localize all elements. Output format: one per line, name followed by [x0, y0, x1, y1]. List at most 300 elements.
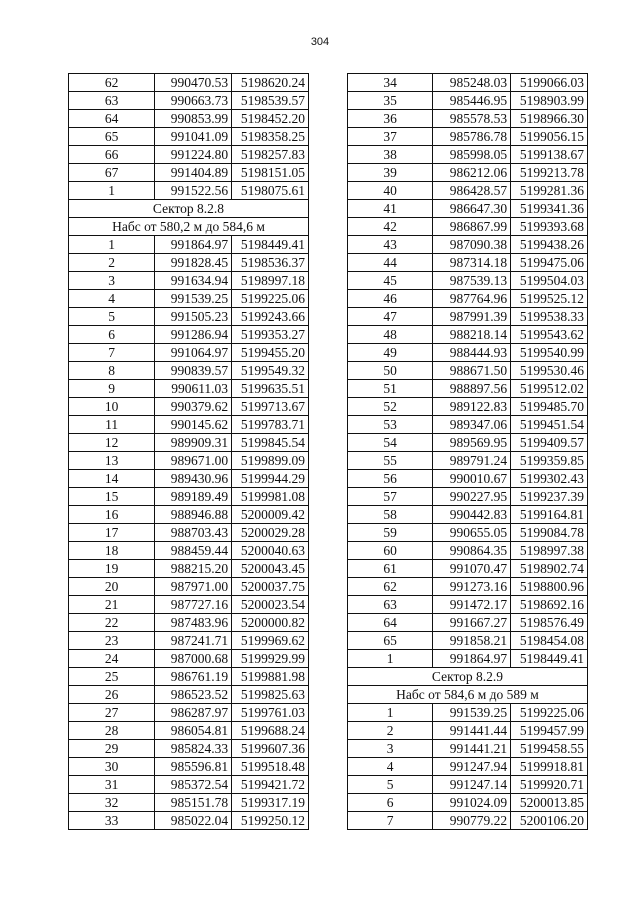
- table-row: [348, 812, 588, 830]
- point-number-cell: 66: [69, 146, 155, 164]
- x-coordinate-cell: 987314.18: [433, 254, 511, 272]
- y-coordinate-cell: 5199302.43: [511, 470, 588, 488]
- point-number-cell: 63: [69, 92, 155, 110]
- x-coordinate-cell: 991539.25: [155, 290, 232, 308]
- point-number-cell: 57: [348, 488, 433, 506]
- point-number-cell: 44: [348, 254, 433, 272]
- y-coordinate-cell: 5198151.05: [232, 164, 309, 182]
- table-row: [348, 344, 588, 362]
- y-coordinate-cell: 5199164.81: [511, 506, 588, 524]
- y-coordinate-cell: 5199225.06: [511, 704, 588, 722]
- section-header-row: [69, 200, 309, 218]
- point-number-cell: 51: [348, 380, 433, 398]
- point-number-cell: 53: [348, 416, 433, 434]
- x-coordinate-cell: 986054.81: [155, 722, 232, 740]
- x-coordinate-cell: 987764.96: [433, 290, 511, 308]
- point-number-cell: 36: [348, 110, 433, 128]
- table-row: [69, 398, 309, 416]
- table-row: [69, 524, 309, 542]
- y-coordinate-cell: 5199455.20: [232, 344, 309, 362]
- point-number-cell: 12: [69, 434, 155, 452]
- y-coordinate-cell: 5199713.67: [232, 398, 309, 416]
- y-coordinate-cell: 5199281.36: [511, 182, 588, 200]
- x-coordinate-cell: 987991.39: [433, 308, 511, 326]
- x-coordinate-cell: 986647.30: [433, 200, 511, 218]
- table-row: [69, 434, 309, 452]
- x-coordinate-cell: 985578.53: [433, 110, 511, 128]
- table-row: [69, 596, 309, 614]
- coordinates-table-left: [68, 73, 309, 830]
- y-coordinate-cell: 5199504.03: [511, 272, 588, 290]
- x-coordinate-cell: 990227.95: [433, 488, 511, 506]
- y-coordinate-cell: 5199540.99: [511, 344, 588, 362]
- table-row: [348, 146, 588, 164]
- x-coordinate-cell: 990655.05: [433, 524, 511, 542]
- point-number-cell: 22: [69, 614, 155, 632]
- x-coordinate-cell: 988218.14: [433, 326, 511, 344]
- table-row: [69, 380, 309, 398]
- x-coordinate-cell: 989347.06: [433, 416, 511, 434]
- point-number-cell: 39: [348, 164, 433, 182]
- section-header-row: [69, 218, 309, 236]
- point-number-cell: 62: [69, 74, 155, 92]
- table-row: [348, 398, 588, 416]
- x-coordinate-cell: 990611.03: [155, 380, 232, 398]
- x-coordinate-cell: 986761.19: [155, 668, 232, 686]
- y-coordinate-cell: 5199969.62: [232, 632, 309, 650]
- table-row: [348, 74, 588, 92]
- point-number-cell: 9: [69, 380, 155, 398]
- x-coordinate-cell: 985596.81: [155, 758, 232, 776]
- x-coordinate-cell: 990442.83: [433, 506, 511, 524]
- point-number-cell: 61: [348, 560, 433, 578]
- y-coordinate-cell: 5199409.57: [511, 434, 588, 452]
- y-coordinate-cell: 5199475.06: [511, 254, 588, 272]
- x-coordinate-cell: 985372.54: [155, 776, 232, 794]
- table-row: [348, 794, 588, 812]
- point-number-cell: 37: [348, 128, 433, 146]
- point-number-cell: 1: [348, 650, 433, 668]
- y-coordinate-cell: 5199530.46: [511, 362, 588, 380]
- point-number-cell: 47: [348, 308, 433, 326]
- table-row: [69, 614, 309, 632]
- point-number-cell: 13: [69, 452, 155, 470]
- x-coordinate-cell: 991070.47: [433, 560, 511, 578]
- x-coordinate-cell: 991828.45: [155, 254, 232, 272]
- point-number-cell: 8: [69, 362, 155, 380]
- table-row: [348, 434, 588, 452]
- y-coordinate-cell: 5200000.82: [232, 614, 309, 632]
- y-coordinate-cell: 5199525.12: [511, 290, 588, 308]
- section-header-row: [348, 668, 588, 686]
- x-coordinate-cell: 991247.14: [433, 776, 511, 794]
- table-row: [348, 218, 588, 236]
- point-number-cell: 33: [69, 812, 155, 830]
- table-row: [348, 272, 588, 290]
- point-number-cell: 64: [69, 110, 155, 128]
- y-coordinate-cell: 5199421.72: [232, 776, 309, 794]
- y-coordinate-cell: 5200106.20: [511, 812, 588, 830]
- x-coordinate-cell: 987727.16: [155, 596, 232, 614]
- table-row: [69, 128, 309, 146]
- y-coordinate-cell: 5198903.99: [511, 92, 588, 110]
- x-coordinate-cell: 991539.25: [433, 704, 511, 722]
- y-coordinate-cell: 5199451.54: [511, 416, 588, 434]
- x-coordinate-cell: 991441.44: [433, 722, 511, 740]
- table-row: [348, 452, 588, 470]
- table-row: [348, 596, 588, 614]
- x-coordinate-cell: 987241.71: [155, 632, 232, 650]
- x-coordinate-cell: 988703.43: [155, 524, 232, 542]
- y-coordinate-cell: 5199213.78: [511, 164, 588, 182]
- y-coordinate-cell: 5199688.24: [232, 722, 309, 740]
- y-coordinate-cell: 5198449.41: [232, 236, 309, 254]
- y-coordinate-cell: 5200037.75: [232, 578, 309, 596]
- y-coordinate-cell: 5199512.02: [511, 380, 588, 398]
- table-row: [69, 488, 309, 506]
- x-coordinate-cell: 990379.62: [155, 398, 232, 416]
- y-coordinate-cell: 5200009.42: [232, 506, 309, 524]
- table-row: [69, 110, 309, 128]
- y-coordinate-cell: 5199341.36: [511, 200, 588, 218]
- point-number-cell: 58: [348, 506, 433, 524]
- x-coordinate-cell: 989569.95: [433, 434, 511, 452]
- point-number-cell: 28: [69, 722, 155, 740]
- y-coordinate-cell: 5199543.62: [511, 326, 588, 344]
- table-row: [348, 560, 588, 578]
- table-row: [69, 416, 309, 434]
- y-coordinate-cell: 5199353.27: [232, 326, 309, 344]
- x-coordinate-cell: 991224.80: [155, 146, 232, 164]
- x-coordinate-cell: 991041.09: [155, 128, 232, 146]
- point-number-cell: 24: [69, 650, 155, 668]
- table-row: [348, 488, 588, 506]
- point-number-cell: 31: [69, 776, 155, 794]
- y-coordinate-cell: 5199918.81: [511, 758, 588, 776]
- table-row: [348, 578, 588, 596]
- table-row: [348, 128, 588, 146]
- x-coordinate-cell: 989671.00: [155, 452, 232, 470]
- table-row: [348, 308, 588, 326]
- x-coordinate-cell: 985248.03: [433, 74, 511, 92]
- table-row: [69, 740, 309, 758]
- x-coordinate-cell: 990010.67: [433, 470, 511, 488]
- point-number-cell: 3: [69, 272, 155, 290]
- x-coordinate-cell: 991024.09: [433, 794, 511, 812]
- point-number-cell: 65: [348, 632, 433, 650]
- x-coordinate-cell: 986428.57: [433, 182, 511, 200]
- x-coordinate-cell: 991858.21: [433, 632, 511, 650]
- section-header-row: [348, 686, 588, 704]
- table-row: [69, 794, 309, 812]
- point-number-cell: 62: [348, 578, 433, 596]
- y-coordinate-cell: 5198449.41: [511, 650, 588, 668]
- table-row: [69, 542, 309, 560]
- y-coordinate-cell: 5199225.06: [232, 290, 309, 308]
- x-coordinate-cell: 991441.21: [433, 740, 511, 758]
- y-coordinate-cell: 5199485.70: [511, 398, 588, 416]
- table-row: [69, 722, 309, 740]
- point-number-cell: 7: [69, 344, 155, 362]
- table-row: [69, 326, 309, 344]
- point-number-cell: 4: [69, 290, 155, 308]
- table-row: [348, 110, 588, 128]
- point-number-cell: 49: [348, 344, 433, 362]
- x-coordinate-cell: 985824.33: [155, 740, 232, 758]
- x-coordinate-cell: 986212.06: [433, 164, 511, 182]
- x-coordinate-cell: 991404.89: [155, 164, 232, 182]
- table-row: [348, 164, 588, 182]
- x-coordinate-cell: 988459.44: [155, 542, 232, 560]
- x-coordinate-cell: 986867.99: [433, 218, 511, 236]
- x-coordinate-cell: 990663.73: [155, 92, 232, 110]
- table-row: [348, 722, 588, 740]
- table-row: [69, 146, 309, 164]
- point-number-cell: 14: [69, 470, 155, 488]
- x-coordinate-cell: 985786.78: [433, 128, 511, 146]
- y-coordinate-cell: 5199359.85: [511, 452, 588, 470]
- x-coordinate-cell: 988946.88: [155, 506, 232, 524]
- x-coordinate-cell: 987090.38: [433, 236, 511, 254]
- x-coordinate-cell: 988215.20: [155, 560, 232, 578]
- x-coordinate-cell: 987971.00: [155, 578, 232, 596]
- y-coordinate-cell: 5199783.71: [232, 416, 309, 434]
- table-row: [69, 686, 309, 704]
- point-number-cell: 2: [348, 722, 433, 740]
- x-coordinate-cell: 990853.99: [155, 110, 232, 128]
- table-row: [348, 470, 588, 488]
- point-number-cell: 59: [348, 524, 433, 542]
- x-coordinate-cell: 990779.22: [433, 812, 511, 830]
- y-coordinate-cell: 5198257.83: [232, 146, 309, 164]
- y-coordinate-cell: 5199981.08: [232, 488, 309, 506]
- y-coordinate-cell: 5199056.15: [511, 128, 588, 146]
- y-coordinate-cell: 5199635.51: [232, 380, 309, 398]
- table-row: [348, 614, 588, 632]
- table-row: [69, 308, 309, 326]
- y-coordinate-cell: 5199607.36: [232, 740, 309, 758]
- table-row: [348, 704, 588, 722]
- x-coordinate-cell: 991667.27: [433, 614, 511, 632]
- x-coordinate-cell: 991864.97: [155, 236, 232, 254]
- y-coordinate-cell: 5198997.18: [232, 272, 309, 290]
- table-row: [69, 812, 309, 830]
- x-coordinate-cell: 991286.94: [155, 326, 232, 344]
- point-number-cell: 3: [348, 740, 433, 758]
- x-coordinate-cell: 991505.23: [155, 308, 232, 326]
- y-coordinate-cell: 5199920.71: [511, 776, 588, 794]
- x-coordinate-cell: 987483.96: [155, 614, 232, 632]
- table-row: [348, 542, 588, 560]
- point-number-cell: 41: [348, 200, 433, 218]
- y-coordinate-cell: 5199549.32: [232, 362, 309, 380]
- table-row: [69, 506, 309, 524]
- point-number-cell: 50: [348, 362, 433, 380]
- x-coordinate-cell: 989909.31: [155, 434, 232, 452]
- point-number-cell: 27: [69, 704, 155, 722]
- x-coordinate-cell: 987000.68: [155, 650, 232, 668]
- y-coordinate-cell: 5198692.16: [511, 596, 588, 614]
- x-coordinate-cell: 985151.78: [155, 794, 232, 812]
- table-row: [69, 272, 309, 290]
- table-row: [69, 560, 309, 578]
- x-coordinate-cell: 991522.56: [155, 182, 232, 200]
- y-coordinate-cell: 5199438.26: [511, 236, 588, 254]
- x-coordinate-cell: 986287.97: [155, 704, 232, 722]
- point-number-cell: 15: [69, 488, 155, 506]
- table-row: [69, 470, 309, 488]
- x-coordinate-cell: 987539.13: [433, 272, 511, 290]
- table-row: [69, 236, 309, 254]
- point-number-cell: 65: [69, 128, 155, 146]
- y-coordinate-cell: 5198620.24: [232, 74, 309, 92]
- point-number-cell: 6: [69, 326, 155, 344]
- point-number-cell: 45: [348, 272, 433, 290]
- point-number-cell: 19: [69, 560, 155, 578]
- table-row: [69, 668, 309, 686]
- y-coordinate-cell: 5198576.49: [511, 614, 588, 632]
- point-number-cell: 25: [69, 668, 155, 686]
- point-number-cell: 23: [69, 632, 155, 650]
- table-row: [348, 524, 588, 542]
- x-coordinate-cell: 990470.53: [155, 74, 232, 92]
- y-coordinate-cell: 5199393.68: [511, 218, 588, 236]
- section-title: Сектор 8.2.8: [69, 200, 309, 218]
- table-row: [348, 506, 588, 524]
- table-row: [69, 362, 309, 380]
- point-number-cell: 20: [69, 578, 155, 596]
- table-row: [348, 650, 588, 668]
- table-row: [69, 650, 309, 668]
- point-number-cell: 64: [348, 614, 433, 632]
- table-row: [69, 578, 309, 596]
- y-coordinate-cell: 5198902.74: [511, 560, 588, 578]
- point-number-cell: 1: [69, 236, 155, 254]
- table-row: [69, 758, 309, 776]
- x-coordinate-cell: 991864.97: [433, 650, 511, 668]
- table-row: [348, 290, 588, 308]
- table-row: [69, 632, 309, 650]
- y-coordinate-cell: 5200043.45: [232, 560, 309, 578]
- x-coordinate-cell: 986523.52: [155, 686, 232, 704]
- point-number-cell: 46: [348, 290, 433, 308]
- table-row: [348, 92, 588, 110]
- table-row: [69, 344, 309, 362]
- x-coordinate-cell: 988444.93: [433, 344, 511, 362]
- y-coordinate-cell: 5199899.09: [232, 452, 309, 470]
- table-row: [69, 254, 309, 272]
- y-coordinate-cell: 5198539.57: [232, 92, 309, 110]
- y-coordinate-cell: 5200029.28: [232, 524, 309, 542]
- y-coordinate-cell: 5198454.08: [511, 632, 588, 650]
- point-number-cell: 5: [348, 776, 433, 794]
- x-coordinate-cell: 985446.95: [433, 92, 511, 110]
- x-coordinate-cell: 989189.49: [155, 488, 232, 506]
- point-number-cell: 16: [69, 506, 155, 524]
- point-number-cell: 34: [348, 74, 433, 92]
- y-coordinate-cell: 5199317.19: [232, 794, 309, 812]
- x-coordinate-cell: 990864.35: [433, 542, 511, 560]
- point-number-cell: 1: [69, 182, 155, 200]
- point-number-cell: 4: [348, 758, 433, 776]
- point-number-cell: 30: [69, 758, 155, 776]
- x-coordinate-cell: 991273.16: [433, 578, 511, 596]
- section-title: Сектор 8.2.9: [348, 668, 588, 686]
- table-row: [69, 182, 309, 200]
- x-coordinate-cell: 991472.17: [433, 596, 511, 614]
- y-coordinate-cell: 5198358.25: [232, 128, 309, 146]
- x-coordinate-cell: 990145.62: [155, 416, 232, 434]
- x-coordinate-cell: 991064.97: [155, 344, 232, 362]
- y-coordinate-cell: 5199458.55: [511, 740, 588, 758]
- y-coordinate-cell: 5199243.66: [232, 308, 309, 326]
- point-number-cell: 56: [348, 470, 433, 488]
- table-row: [69, 74, 309, 92]
- x-coordinate-cell: 991634.94: [155, 272, 232, 290]
- y-coordinate-cell: 5199066.03: [511, 74, 588, 92]
- point-number-cell: 29: [69, 740, 155, 758]
- table-row: [348, 776, 588, 794]
- point-number-cell: 18: [69, 542, 155, 560]
- point-number-cell: 43: [348, 236, 433, 254]
- table-row: [69, 290, 309, 308]
- table-row: [69, 776, 309, 794]
- table-row: [348, 632, 588, 650]
- point-number-cell: 5: [69, 308, 155, 326]
- y-coordinate-cell: 5199929.99: [232, 650, 309, 668]
- point-number-cell: 7: [348, 812, 433, 830]
- x-coordinate-cell: 989122.83: [433, 398, 511, 416]
- y-coordinate-cell: 5199761.03: [232, 704, 309, 722]
- table-row: [348, 416, 588, 434]
- table-row: [69, 92, 309, 110]
- x-coordinate-cell: 989430.96: [155, 470, 232, 488]
- x-coordinate-cell: 991247.94: [433, 758, 511, 776]
- y-coordinate-cell: 5199457.99: [511, 722, 588, 740]
- point-number-cell: 2: [69, 254, 155, 272]
- y-coordinate-cell: 5200023.54: [232, 596, 309, 614]
- y-coordinate-cell: 5198536.37: [232, 254, 309, 272]
- point-number-cell: 26: [69, 686, 155, 704]
- table-row: [69, 164, 309, 182]
- table-row: [348, 758, 588, 776]
- point-number-cell: 17: [69, 524, 155, 542]
- y-coordinate-cell: 5199538.33: [511, 308, 588, 326]
- y-coordinate-cell: 5199845.54: [232, 434, 309, 452]
- point-number-cell: 21: [69, 596, 155, 614]
- table-row: [348, 200, 588, 218]
- section-elevation: Набс от 580,2 м до 584,6 м: [69, 218, 309, 236]
- point-number-cell: 32: [69, 794, 155, 812]
- y-coordinate-cell: 5199138.67: [511, 146, 588, 164]
- table-row: [348, 362, 588, 380]
- point-number-cell: 11: [69, 416, 155, 434]
- y-coordinate-cell: 5199250.12: [232, 812, 309, 830]
- table-row: [348, 380, 588, 398]
- section-elevation: Набс от 584,6 м до 589 м: [348, 686, 588, 704]
- y-coordinate-cell: 5200013.85: [511, 794, 588, 812]
- y-coordinate-cell: 5199084.78: [511, 524, 588, 542]
- table-row: [69, 452, 309, 470]
- point-number-cell: 38: [348, 146, 433, 164]
- table-row: [348, 182, 588, 200]
- table-row: [348, 254, 588, 272]
- point-number-cell: 40: [348, 182, 433, 200]
- point-number-cell: 60: [348, 542, 433, 560]
- point-number-cell: 55: [348, 452, 433, 470]
- y-coordinate-cell: 5198075.61: [232, 182, 309, 200]
- x-coordinate-cell: 985022.04: [155, 812, 232, 830]
